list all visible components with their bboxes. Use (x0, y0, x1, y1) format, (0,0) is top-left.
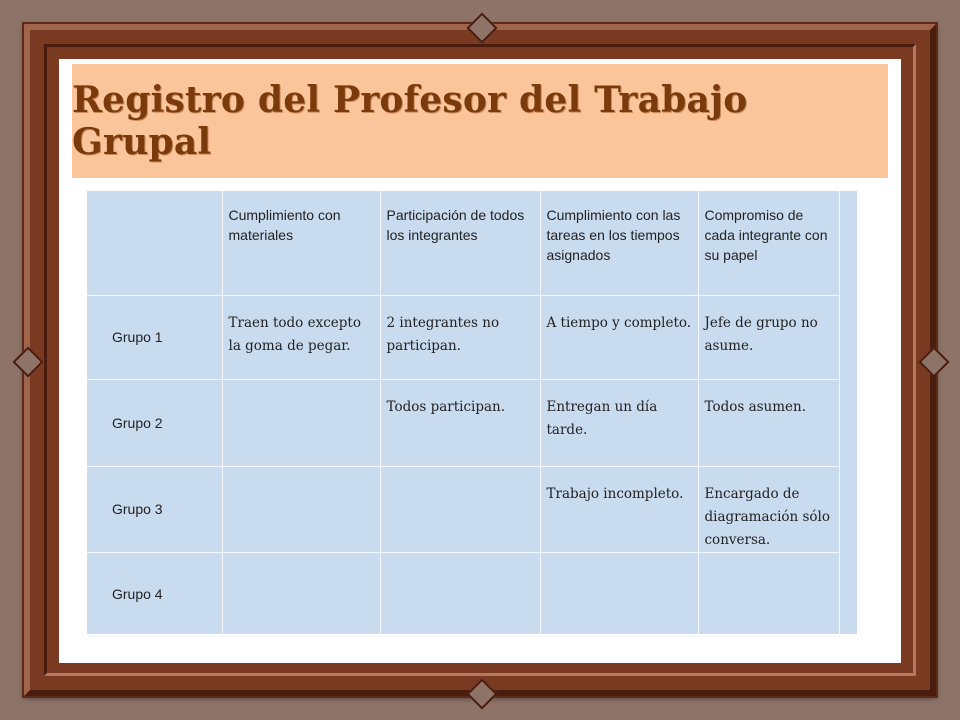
row-label-grupo-3: Grupo 3 (87, 466, 222, 552)
table-row (87, 379, 839, 466)
table-cell (698, 552, 839, 636)
table-row (87, 466, 839, 552)
table-cell: Jefe de grupo no asume. (698, 295, 839, 379)
table-cell: 2 integrantes no participan. (380, 295, 540, 379)
table-cell: Traen todo excepto la goma de pegar. (222, 295, 380, 379)
header-participation: Participación de todos los integrantes (380, 191, 540, 295)
title-banner (72, 64, 888, 178)
header-tasks-time: Cumplimiento con las tareas en los tiempos asignados (540, 191, 698, 295)
table-cell (380, 552, 540, 636)
table-cell: Todos asumen. (698, 379, 839, 466)
header-materials: Cumplimiento con materiales (222, 191, 380, 295)
header-commitment: Compromiso de cada integrante con su papel (698, 191, 839, 295)
register-table-container (87, 191, 857, 634)
table-cell: Todos participan. (380, 379, 540, 466)
row-label-grupo-4: Grupo 4 (87, 552, 222, 636)
table-row (87, 552, 839, 636)
table-cell: Encargado de diagramación sólo conversa. (698, 466, 839, 552)
header-corner (87, 191, 222, 295)
table-cell (222, 552, 380, 636)
row-label-grupo-1: Grupo 1 (87, 295, 222, 379)
slide-content (59, 59, 901, 663)
table-cell (222, 379, 380, 466)
table-cell: Entregan un día tarde. (540, 379, 698, 466)
header-row (87, 191, 839, 295)
register-table (87, 191, 840, 637)
slide-title: Registro del Profesor del Trabajo Grupal (72, 79, 748, 163)
table-cell: Trabajo incompleto. (540, 466, 698, 552)
table-row (87, 295, 839, 379)
table-cell: A tiempo y completo. (540, 295, 698, 379)
table-cell (222, 466, 380, 552)
table-cell (540, 552, 698, 636)
row-label-grupo-2: Grupo 2 (87, 379, 222, 466)
table-cell (380, 466, 540, 552)
